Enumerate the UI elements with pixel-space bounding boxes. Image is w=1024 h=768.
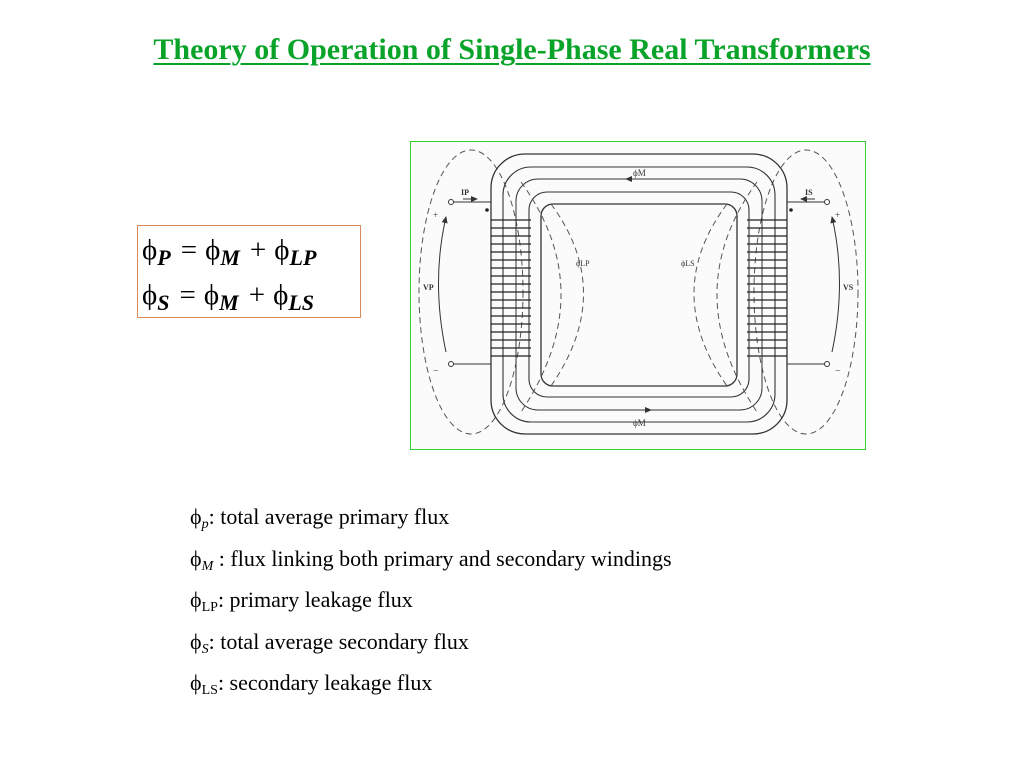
primary-voltage-arrow	[439, 217, 447, 352]
secondary-leakage-arc	[694, 204, 727, 386]
legend-subscript: LS	[201, 683, 218, 698]
flux-legend	[190, 500, 672, 708]
mutual-flux-path	[516, 179, 762, 410]
legend-item	[190, 500, 672, 542]
label-minus-s: −	[835, 366, 841, 377]
secondary-voltage-arrow	[832, 217, 840, 352]
phi-symbol: ϕ	[142, 234, 158, 266]
label-current-s: IS	[805, 188, 813, 197]
eq-subscript: M	[220, 245, 240, 270]
legend-subscript: M	[201, 558, 214, 574]
label-flux-top: ϕM	[633, 168, 646, 178]
label-flux-bottom: ϕM	[633, 418, 646, 428]
label-current-p: IP	[461, 188, 469, 197]
transformer-diagram	[410, 141, 866, 450]
eq-subscript: LP	[289, 245, 317, 270]
phi-symbol: ϕ	[142, 279, 158, 311]
label-voltage-p: VP	[423, 283, 434, 292]
secondary-dot-marker	[789, 208, 793, 212]
legend-text: : flux linking both primary and secondary windings	[213, 545, 672, 571]
equation-secondary-flux	[142, 279, 314, 316]
phi-symbol: ϕ	[190, 670, 202, 695]
page-title: Theory of Operation of Single-Phase Real Transformers	[153, 33, 871, 66]
transformer-svg	[411, 142, 867, 451]
secondary-terminal-top	[825, 200, 830, 205]
phi-symbol: ϕ	[190, 587, 202, 612]
primary-terminal-bottom	[449, 362, 454, 367]
core-inner-edge	[529, 192, 749, 397]
equation-primary-flux	[142, 234, 316, 271]
eq-subscript: M	[219, 290, 239, 315]
legend-item	[190, 666, 672, 708]
primary-terminal-top	[449, 200, 454, 205]
plus-sign: +	[249, 234, 267, 266]
eq-subscript: S	[157, 290, 170, 315]
core-outer-edge-2	[503, 167, 775, 422]
primary-dot-marker	[485, 208, 489, 212]
legend-item	[190, 542, 672, 584]
eq-subscript: P	[157, 245, 171, 270]
legend-item	[190, 583, 672, 625]
core-window	[541, 204, 737, 386]
label-flux-ls: ϕLS	[681, 259, 695, 268]
equals-sign: =	[180, 234, 198, 266]
label-plus-s: +	[835, 210, 841, 220]
phi-symbol: ϕ	[203, 279, 220, 311]
plus-sign: +	[248, 279, 266, 311]
equals-sign: =	[179, 279, 196, 311]
legend-text: : primary leakage flux	[217, 587, 413, 612]
eq-subscript: LS	[288, 290, 315, 315]
secondary-terminal-bottom	[825, 362, 830, 367]
label-minus-p: −	[433, 366, 439, 377]
phi-symbol: ϕ	[273, 279, 289, 311]
phi-symbol: ϕ	[274, 234, 290, 266]
phi-symbol: ϕ	[190, 504, 202, 529]
secondary-coil	[747, 220, 787, 356]
primary-leakage-arc	[551, 204, 584, 386]
label-voltage-s: VS	[843, 283, 854, 292]
label-plus-p: +	[433, 210, 439, 220]
phi-symbol: ϕ	[205, 234, 221, 266]
phi-symbol: ϕ	[190, 545, 202, 571]
legend-text: : secondary leakage flux	[217, 670, 433, 695]
legend-subscript: S	[201, 641, 209, 657]
legend-subscript: p	[201, 517, 209, 532]
primary-coil	[491, 220, 531, 356]
legend-text: : total average primary flux	[208, 504, 450, 529]
legend-text: : total average secondary flux	[208, 628, 469, 654]
legend-item	[190, 625, 672, 667]
label-flux-lp: ϕLP	[576, 259, 590, 268]
legend-subscript: LP	[201, 600, 218, 615]
phi-symbol: ϕ	[190, 628, 202, 654]
equation-box	[137, 225, 361, 318]
